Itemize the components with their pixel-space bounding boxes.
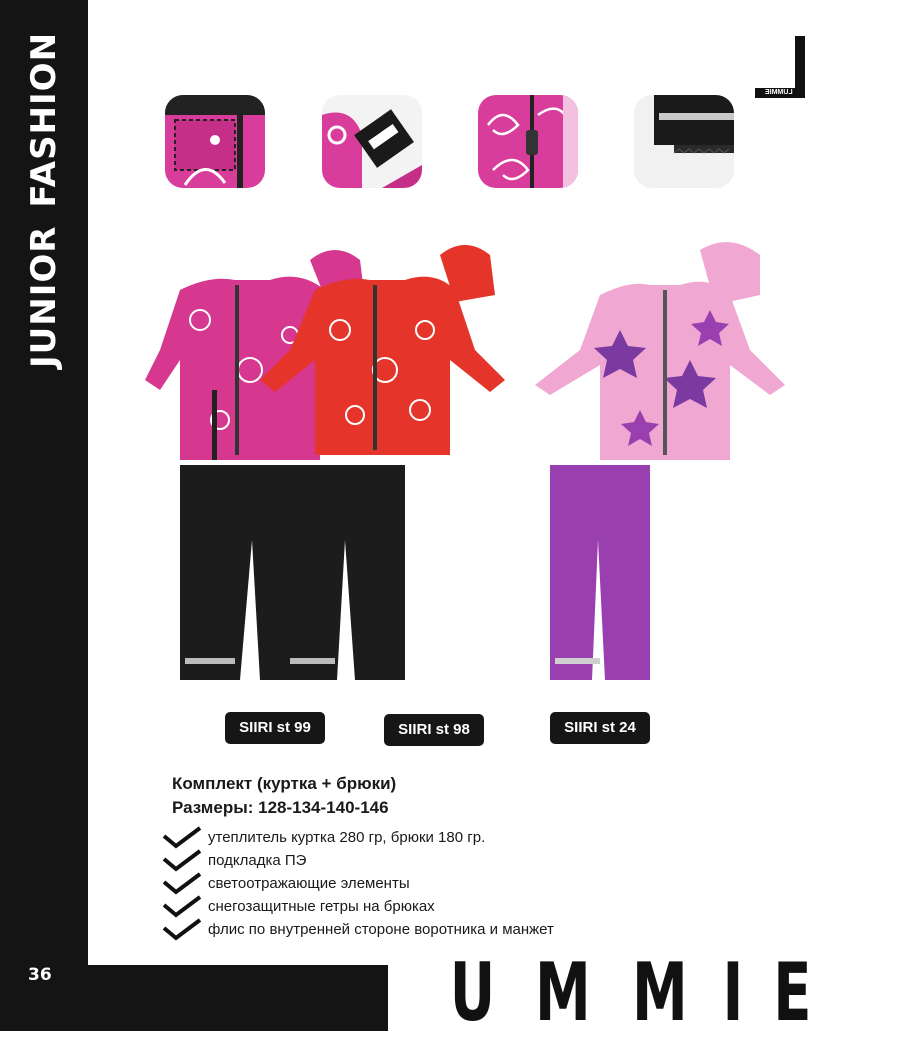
sidebar-word-junior: JUNIOR: [24, 225, 64, 369]
brand-wordmark: [440, 946, 820, 1039]
brand-logo-text: LUMMIE: [765, 89, 793, 96]
brand-letter: M: [632, 946, 688, 1039]
brand-letter: M: [534, 946, 591, 1039]
page-number-box: [0, 965, 88, 1031]
pocket-detail-image: [165, 95, 265, 188]
product-label-st24: SIIRI st 24: [550, 712, 650, 744]
detail-thumbnails: [165, 95, 735, 190]
brand-logo-mark: [755, 36, 805, 98]
check-icon: [162, 849, 202, 872]
product-illustration-st98: [245, 240, 525, 695]
product-illustration-st24: [520, 240, 800, 695]
page-number: 36: [28, 965, 52, 985]
brand-letter: I: [722, 946, 744, 1039]
product-info: [172, 772, 396, 820]
check-icon: [162, 872, 202, 895]
brand-letter: E: [773, 946, 812, 1039]
brand-letter: U: [449, 946, 496, 1039]
sizes: Размеры: 128-134-140-146: [172, 798, 389, 817]
sidebar: [0, 0, 88, 965]
cuff-reflective-detail-image: [634, 95, 734, 188]
sidebar-title: [24, 32, 64, 368]
check-icon: [162, 918, 202, 941]
set-title: Комплект (куртка + брюки): [172, 774, 397, 793]
product-label-st98: SIIRI st 98: [384, 714, 484, 746]
check-icon: [162, 826, 202, 849]
bottom-bar: [88, 965, 388, 1031]
logo-tag-detail-image: [322, 95, 422, 188]
check-icon: [162, 895, 202, 918]
product-label-st99: SIIRI st 99: [225, 712, 325, 744]
zipper-detail-image: [478, 95, 578, 188]
sidebar-word-fashion: FASHION: [24, 31, 64, 208]
